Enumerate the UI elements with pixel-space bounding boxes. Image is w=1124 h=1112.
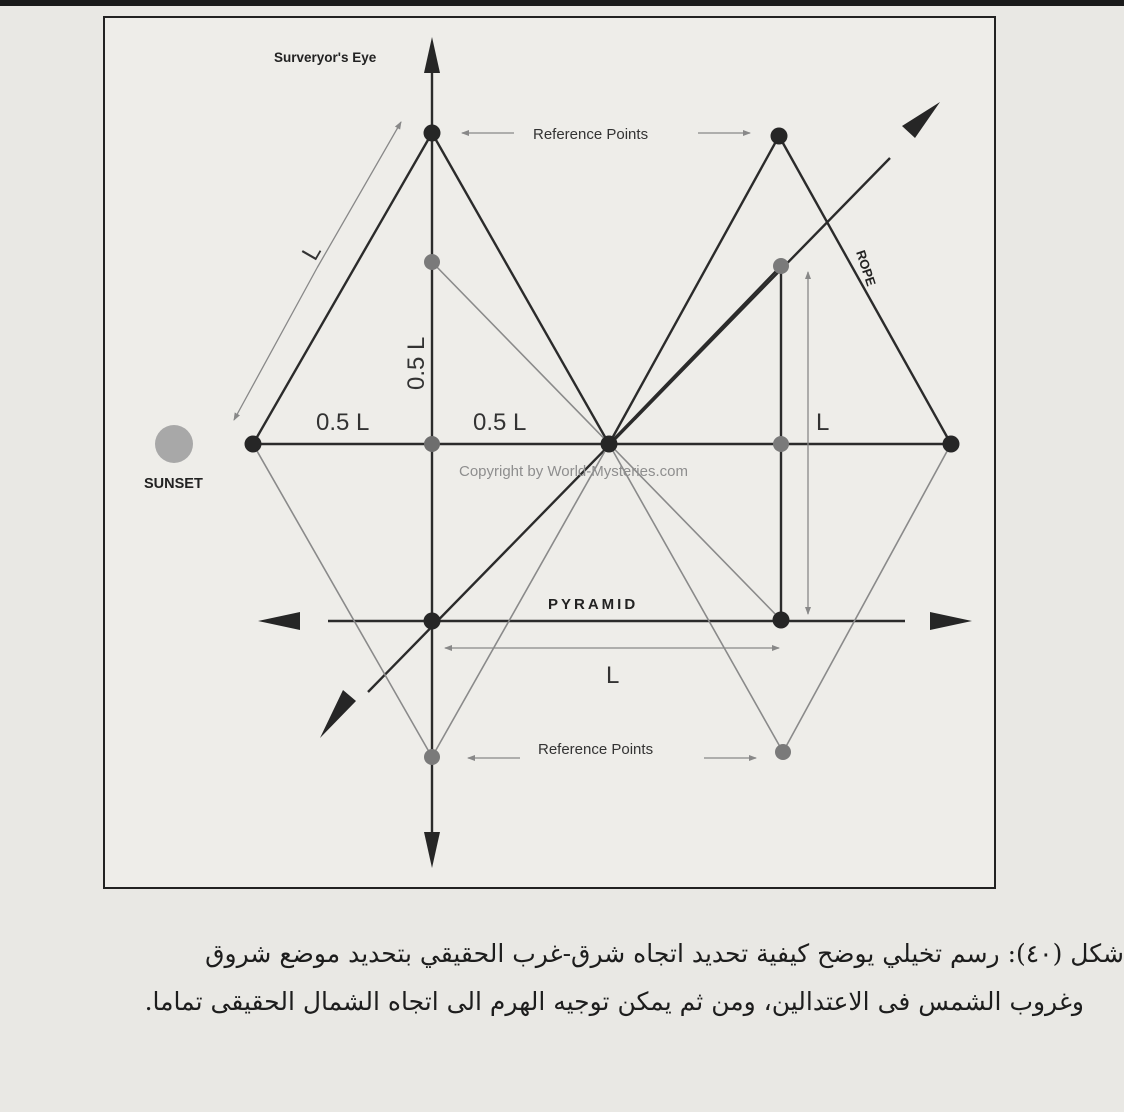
sun-icon <box>155 425 193 463</box>
reference-points-top-label: Reference Points <box>533 126 649 143</box>
l-bottom-label: L <box>606 662 620 689</box>
right-center-point <box>773 436 789 452</box>
reference-point-bottom-right <box>775 744 791 760</box>
half-l-right-label: 0.5 L <box>473 409 527 436</box>
figure-caption <box>20 930 1124 1026</box>
upper-right-triangle-left-edge <box>609 136 779 444</box>
reference-point-bottom-left <box>424 749 440 765</box>
l-diagonal-dimension <box>317 122 401 268</box>
l-right-label: L <box>816 409 830 436</box>
west-arrowhead <box>258 612 300 630</box>
left-center-point <box>424 436 440 452</box>
pyramid-corner-left <box>424 613 441 630</box>
l-diagonal-dimension <box>234 268 317 420</box>
northeast-arrowhead <box>902 102 940 138</box>
copyright-watermark: Copyright by World-Mysteries.com <box>459 463 688 480</box>
caption-line-2: وغروب الشمس فى الاعتدالين، ومن ثم يمكن توجيه الهرم الى اتجاه الشمال الحقيقى تماما. <box>144 987 1084 1016</box>
upper-left-triangle-left-edge <box>253 133 432 444</box>
dimension-lines <box>234 122 808 758</box>
west-end-point <box>245 436 262 453</box>
rope-label: ROPE <box>853 248 879 288</box>
upper-right-gray-point <box>773 258 789 274</box>
reference-points-bottom-label: Reference Points <box>538 741 654 758</box>
l-diagonal-label: L <box>296 239 327 265</box>
north-arrowhead <box>424 37 440 73</box>
south-arrowhead <box>424 832 440 868</box>
center-point <box>601 436 618 453</box>
half-l-vertical-label: 0.5 L <box>403 336 430 390</box>
pyramid-label: PYRAMID <box>548 596 639 613</box>
half-l-left-label: 0.5 L <box>316 409 370 436</box>
sunset-label: SUNSET <box>144 476 203 492</box>
east-end-point <box>943 436 960 453</box>
east-arrowhead <box>930 612 972 630</box>
reference-point-top-right <box>771 128 788 145</box>
diagonal-to-upper-right-gray-point <box>609 266 781 444</box>
southwest-arrowhead <box>320 690 356 738</box>
reference-point-top-left <box>424 125 441 142</box>
caption-line-1: شكل (٤٠): رسم تخيلي يوضح كيفية تحديد اتجاه شرق-غرب الحقيقي بتحديد موضع شروق <box>205 939 1124 968</box>
dark-lines <box>253 65 951 838</box>
surveyor-eye-label: Surveryor's Eye <box>274 50 377 65</box>
upper-left-gray-point <box>424 254 440 270</box>
pyramid-corner-right <box>773 612 790 629</box>
gray-lines <box>253 262 951 757</box>
